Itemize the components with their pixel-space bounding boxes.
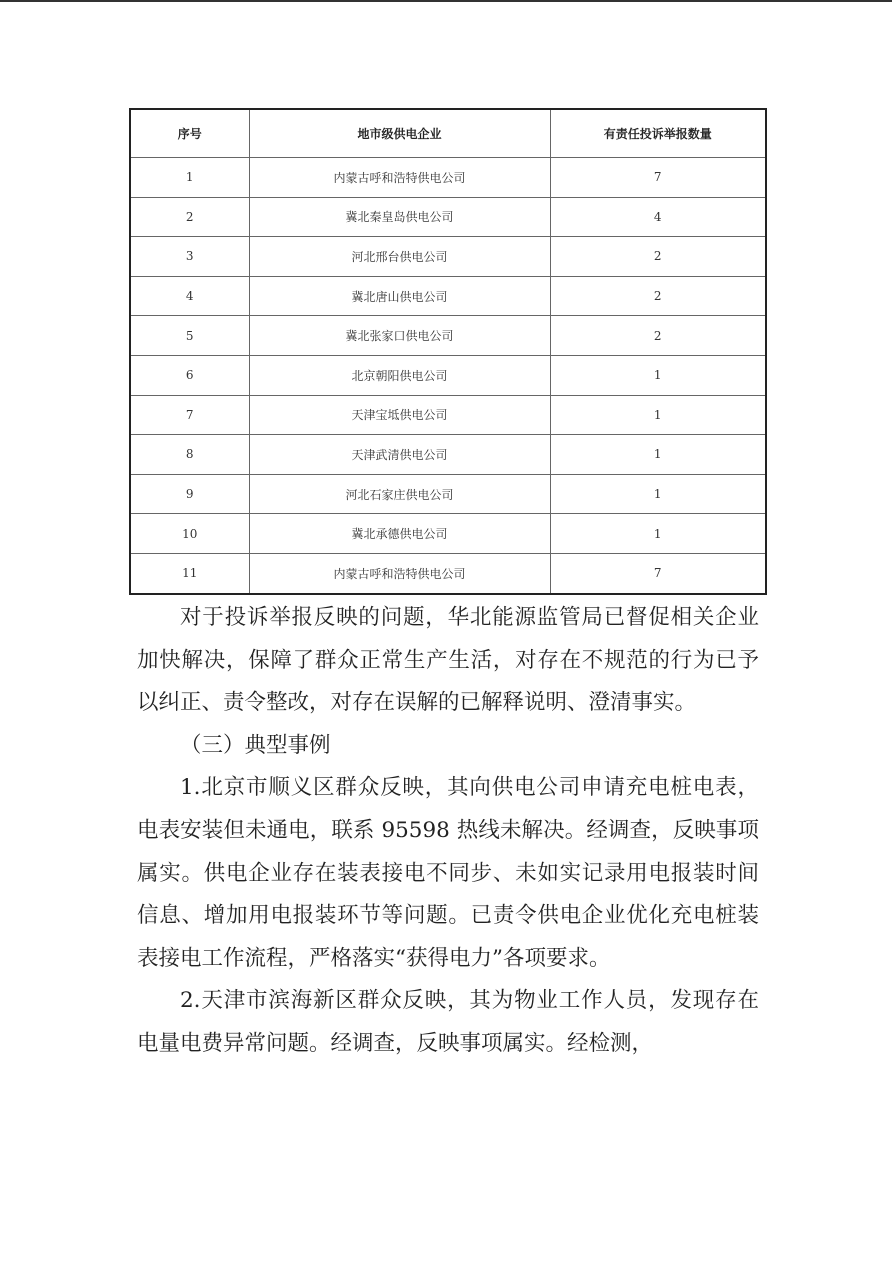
paragraph-case-1: 1.北京市顺义区群众反映，其向供电公司申请充电桩电表，电表安装但未通电，联系 95598 热线未解决。经调查，反映事项属实。供电企业存在装表接电不同步、未如实记录用电报装时间信息、增加用电报装环节等问题。已责令供电企业优化充电桩装表接电工作流程，严格落实“获得电力”各项要求。 <box>137 775 759 971</box>
section-heading-typical-cases: （三）典型事例 <box>180 732 331 758</box>
table-row <box>130 435 766 475</box>
row-count: 2 <box>550 276 766 316</box>
row-company: 河北石家庄供电公司 <box>249 474 550 514</box>
header-complaint-count: 有责任投诉举报数量 <box>550 109 766 158</box>
table-row <box>130 553 766 593</box>
row-count: 4 <box>550 197 766 237</box>
header-index: 序号 <box>130 109 249 158</box>
row-index: 10 <box>130 514 249 554</box>
row-company: 冀北唐山供电公司 <box>249 276 550 316</box>
table-header-row <box>130 109 766 158</box>
row-index: 1 <box>130 158 249 198</box>
row-index: 8 <box>130 435 249 475</box>
table-row <box>130 355 766 395</box>
paragraph-case-2: 2.天津市滨海新区群众反映，其为物业工作人员，发现存在电量电费异常问题。经调查，反映事项属实。经检测， <box>137 988 759 1056</box>
row-index: 3 <box>130 237 249 277</box>
row-company: 天津武清供电公司 <box>249 435 550 475</box>
top-rule <box>0 0 892 2</box>
row-index: 4 <box>130 276 249 316</box>
table-row <box>130 197 766 237</box>
header-company: 地市级供电企业 <box>249 109 550 158</box>
row-company: 冀北秦皇岛供电公司 <box>249 197 550 237</box>
complaint-count-table <box>129 108 767 595</box>
row-index: 6 <box>130 355 249 395</box>
row-company: 河北邢台供电公司 <box>249 237 550 277</box>
row-index: 9 <box>130 474 249 514</box>
row-count: 1 <box>550 474 766 514</box>
row-company: 内蒙古呼和浩特供电公司 <box>249 158 550 198</box>
table-row <box>130 474 766 514</box>
row-count: 1 <box>550 514 766 554</box>
row-count: 1 <box>550 355 766 395</box>
row-count: 7 <box>550 158 766 198</box>
table-row <box>130 276 766 316</box>
row-count: 7 <box>550 553 766 593</box>
row-index: 5 <box>130 316 249 356</box>
table-row <box>130 514 766 554</box>
row-count: 2 <box>550 316 766 356</box>
row-company: 天津宝坻供电公司 <box>249 395 550 435</box>
row-company: 冀北张家口供电公司 <box>249 316 550 356</box>
row-count: 1 <box>550 395 766 435</box>
table-row <box>130 237 766 277</box>
document-body <box>137 597 759 1066</box>
row-company: 内蒙古呼和浩特供电公司 <box>249 553 550 593</box>
row-count: 2 <box>550 237 766 277</box>
row-company: 北京朝阳供电公司 <box>249 355 550 395</box>
row-company: 冀北承德供电公司 <box>249 514 550 554</box>
row-index: 7 <box>130 395 249 435</box>
table-row <box>130 395 766 435</box>
row-count: 1 <box>550 435 766 475</box>
table-row <box>130 316 766 356</box>
paragraph-summary: 对于投诉举报反映的问题，华北能源监管局已督促相关企业加快解决，保障了群众正常生产生活，对存在不规范的行为已予以纠正、责令整改，对存在误解的已解释说明、澄清事实。 <box>137 605 759 716</box>
row-index: 2 <box>130 197 249 237</box>
row-index: 11 <box>130 553 249 593</box>
table-row <box>130 158 766 198</box>
